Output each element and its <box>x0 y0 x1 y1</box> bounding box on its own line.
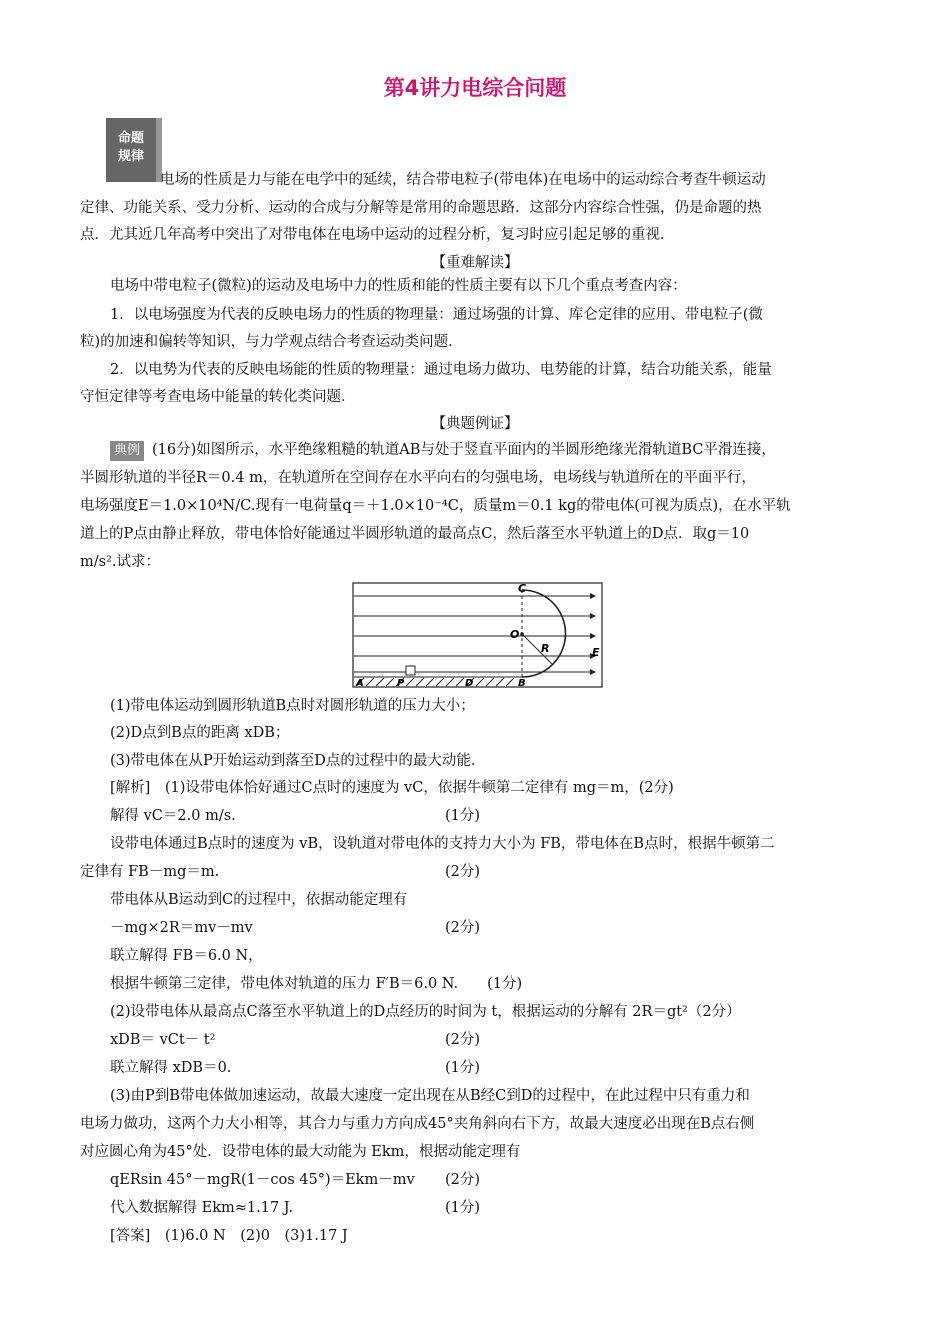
badge-line-2: 规律 <box>117 149 144 164</box>
solution-line: (2)设带电体从最高点C落至水平轨道上的D点经历的时间为 t，根据运动的分解有 2R＝gt²（2分） <box>110 1004 741 1020</box>
paragraph-line: 电场中带电粒子(微粒)的运动及电场中力的性质和能的性质主要有以下几个重点考查内容： <box>110 278 687 294</box>
problem-line-first <box>110 440 776 461</box>
answer-line: [答案] (1)6.0 N (2)0 (3)1.17 J <box>110 1228 348 1244</box>
solution-points: (2分) <box>445 1172 481 1188</box>
solution-line: －mg×2R＝mv－mv <box>110 920 253 936</box>
solution-points: (2分) <box>445 1032 481 1048</box>
label-p: P <box>397 678 405 689</box>
label-d: D <box>465 678 474 689</box>
section-heading-example: 【典题例证】 <box>431 416 519 432</box>
page-title: 第4讲力电综合问题 <box>383 76 567 100</box>
solution-line: 电场力做功，这两个力大小相等，其合力与重力方向成45°夹角斜向右下方，故最大速度必出现在B点右侧 <box>80 1116 755 1132</box>
paragraph-line: 粒)的加速和偏转等知识，与力学观点结合考查运动类问题． <box>80 334 463 350</box>
solution-points: (1分) <box>445 1060 481 1076</box>
label-o: O <box>510 628 520 641</box>
solution-points: (1分) <box>445 808 481 824</box>
paragraph-line: 1．以电场强度为代表的反映电场力的性质的物理量：通过场强的计算、库仑定律的应用、带电粒子(微 <box>110 307 763 323</box>
intro-line: 点．尤其近几年高考中突出了对带电体在电场中运动的过程分析，复习时应引起足够的重视． <box>80 227 675 243</box>
block-p <box>406 666 415 675</box>
solution-line: 对应圆心角为45°处．设带电体的最大动能为 Ekm，根据动能定理有 <box>80 1144 521 1160</box>
track-diagram <box>352 582 604 690</box>
label-a: A <box>356 678 364 689</box>
solution-line: [解析] (1)设带电体恰好通过C点时的速度为 vC，依据牛顿第二定律有 mg＝m，(2分) <box>110 780 674 796</box>
label-c: C <box>518 582 527 595</box>
solution-line: 解得 vC＝2.0 m/s. <box>110 808 236 824</box>
label-r: R <box>541 642 550 655</box>
solution-points: (2分) <box>445 920 481 936</box>
badge-line-1: 命题 <box>117 131 144 146</box>
problem-line: m/s².试求： <box>80 554 160 570</box>
solution-line: 带电体从B运动到C的过程中，依据动能定理有 <box>110 892 408 908</box>
section-heading-key-points: 【重难解读】 <box>431 255 519 271</box>
solution-line: (3)由P到B带电体做加速运动，故最大速度一定出现在从B经C到D的过程中，在此过程中只有重力和 <box>110 1088 750 1104</box>
label-b: B <box>518 678 526 689</box>
solution-points: (2分) <box>445 864 481 880</box>
solution-points: (1分) <box>445 1200 481 1216</box>
problem-line: 电场强度E＝1.0×10⁴N/C.现有一电荷量q＝＋1.0×10⁻⁴C，质量m＝0.1 kg的带电体(可视为质点)，在水平轨 <box>80 498 791 514</box>
paragraph-line: 2．以电势为代表的反映电场能的性质的物理量：通过电场力做功、电势能的计算，结合功能关系，能量 <box>110 362 772 378</box>
solution-line: 联立解得 xDB＝0. <box>110 1060 232 1076</box>
problem-line: 道上的P点由静止释放，带电体恰好能通过半圆形轨道的最高点C，然后落至水平轨道上的D点．取g＝10 <box>80 526 750 542</box>
solution-line: qERsin 45°－mgR(1－cos 45°)＝Ekm－mv <box>110 1172 415 1188</box>
example-tag: 典例 <box>110 441 144 461</box>
problem-line: 半圆形轨道的半径R＝0.4 m，在轨道所在空间存在水平向右的匀强电场，电场线与轨道所在的平面平行， <box>80 470 756 486</box>
solution-line: 定律有 FB－mg＝m. <box>80 864 220 880</box>
paragraph-line: 守恒定律等考查电场中能量的转化类问题． <box>80 389 356 405</box>
intro-line: 定律、功能关系、受力分析、运动的合成与分解等是常用的命题思路．这部分内容综合性强，仍是命题的热 <box>80 200 762 216</box>
question-line: (2)D点到B点的距离 xDB； <box>110 725 290 741</box>
question-line: (1)带电体运动到圆形轨道B点时对圆形轨道的压力大小； <box>110 698 475 714</box>
solution-line: 代入数据解得 Ekm≈1.17 J. <box>110 1200 294 1216</box>
topic-badge <box>106 118 162 182</box>
solution-line: 联立解得 FB＝6.0 N， <box>110 948 263 964</box>
problem-text: (16分)如图所示，水平绝缘粗糙的轨道AB与处于竖直平面内的半圆形绝缘光滑轨道BC平滑连接， <box>152 442 776 458</box>
label-e: E <box>592 646 600 659</box>
intro-line: 电场的性质是力与能在电学中的延续，结合带电粒子(带电体)在电场中的运动综合考查牛顿运动 <box>160 172 766 188</box>
solution-line: 根据牛顿第三定律，带电体对轨道的压力 F′B＝6.0 N. (1分) <box>110 976 523 992</box>
solution-line: 设带电体通过B点时的速度为 vB，设轨道对带电体的支持力大小为 FB，带电体在B点时，根据牛顿第二 <box>110 836 775 852</box>
solution-line: xDB＝ vCt－ t² <box>110 1032 216 1048</box>
question-line: (3)带电体在从P开始运动到落至D点的过程中的最大动能． <box>110 753 486 769</box>
